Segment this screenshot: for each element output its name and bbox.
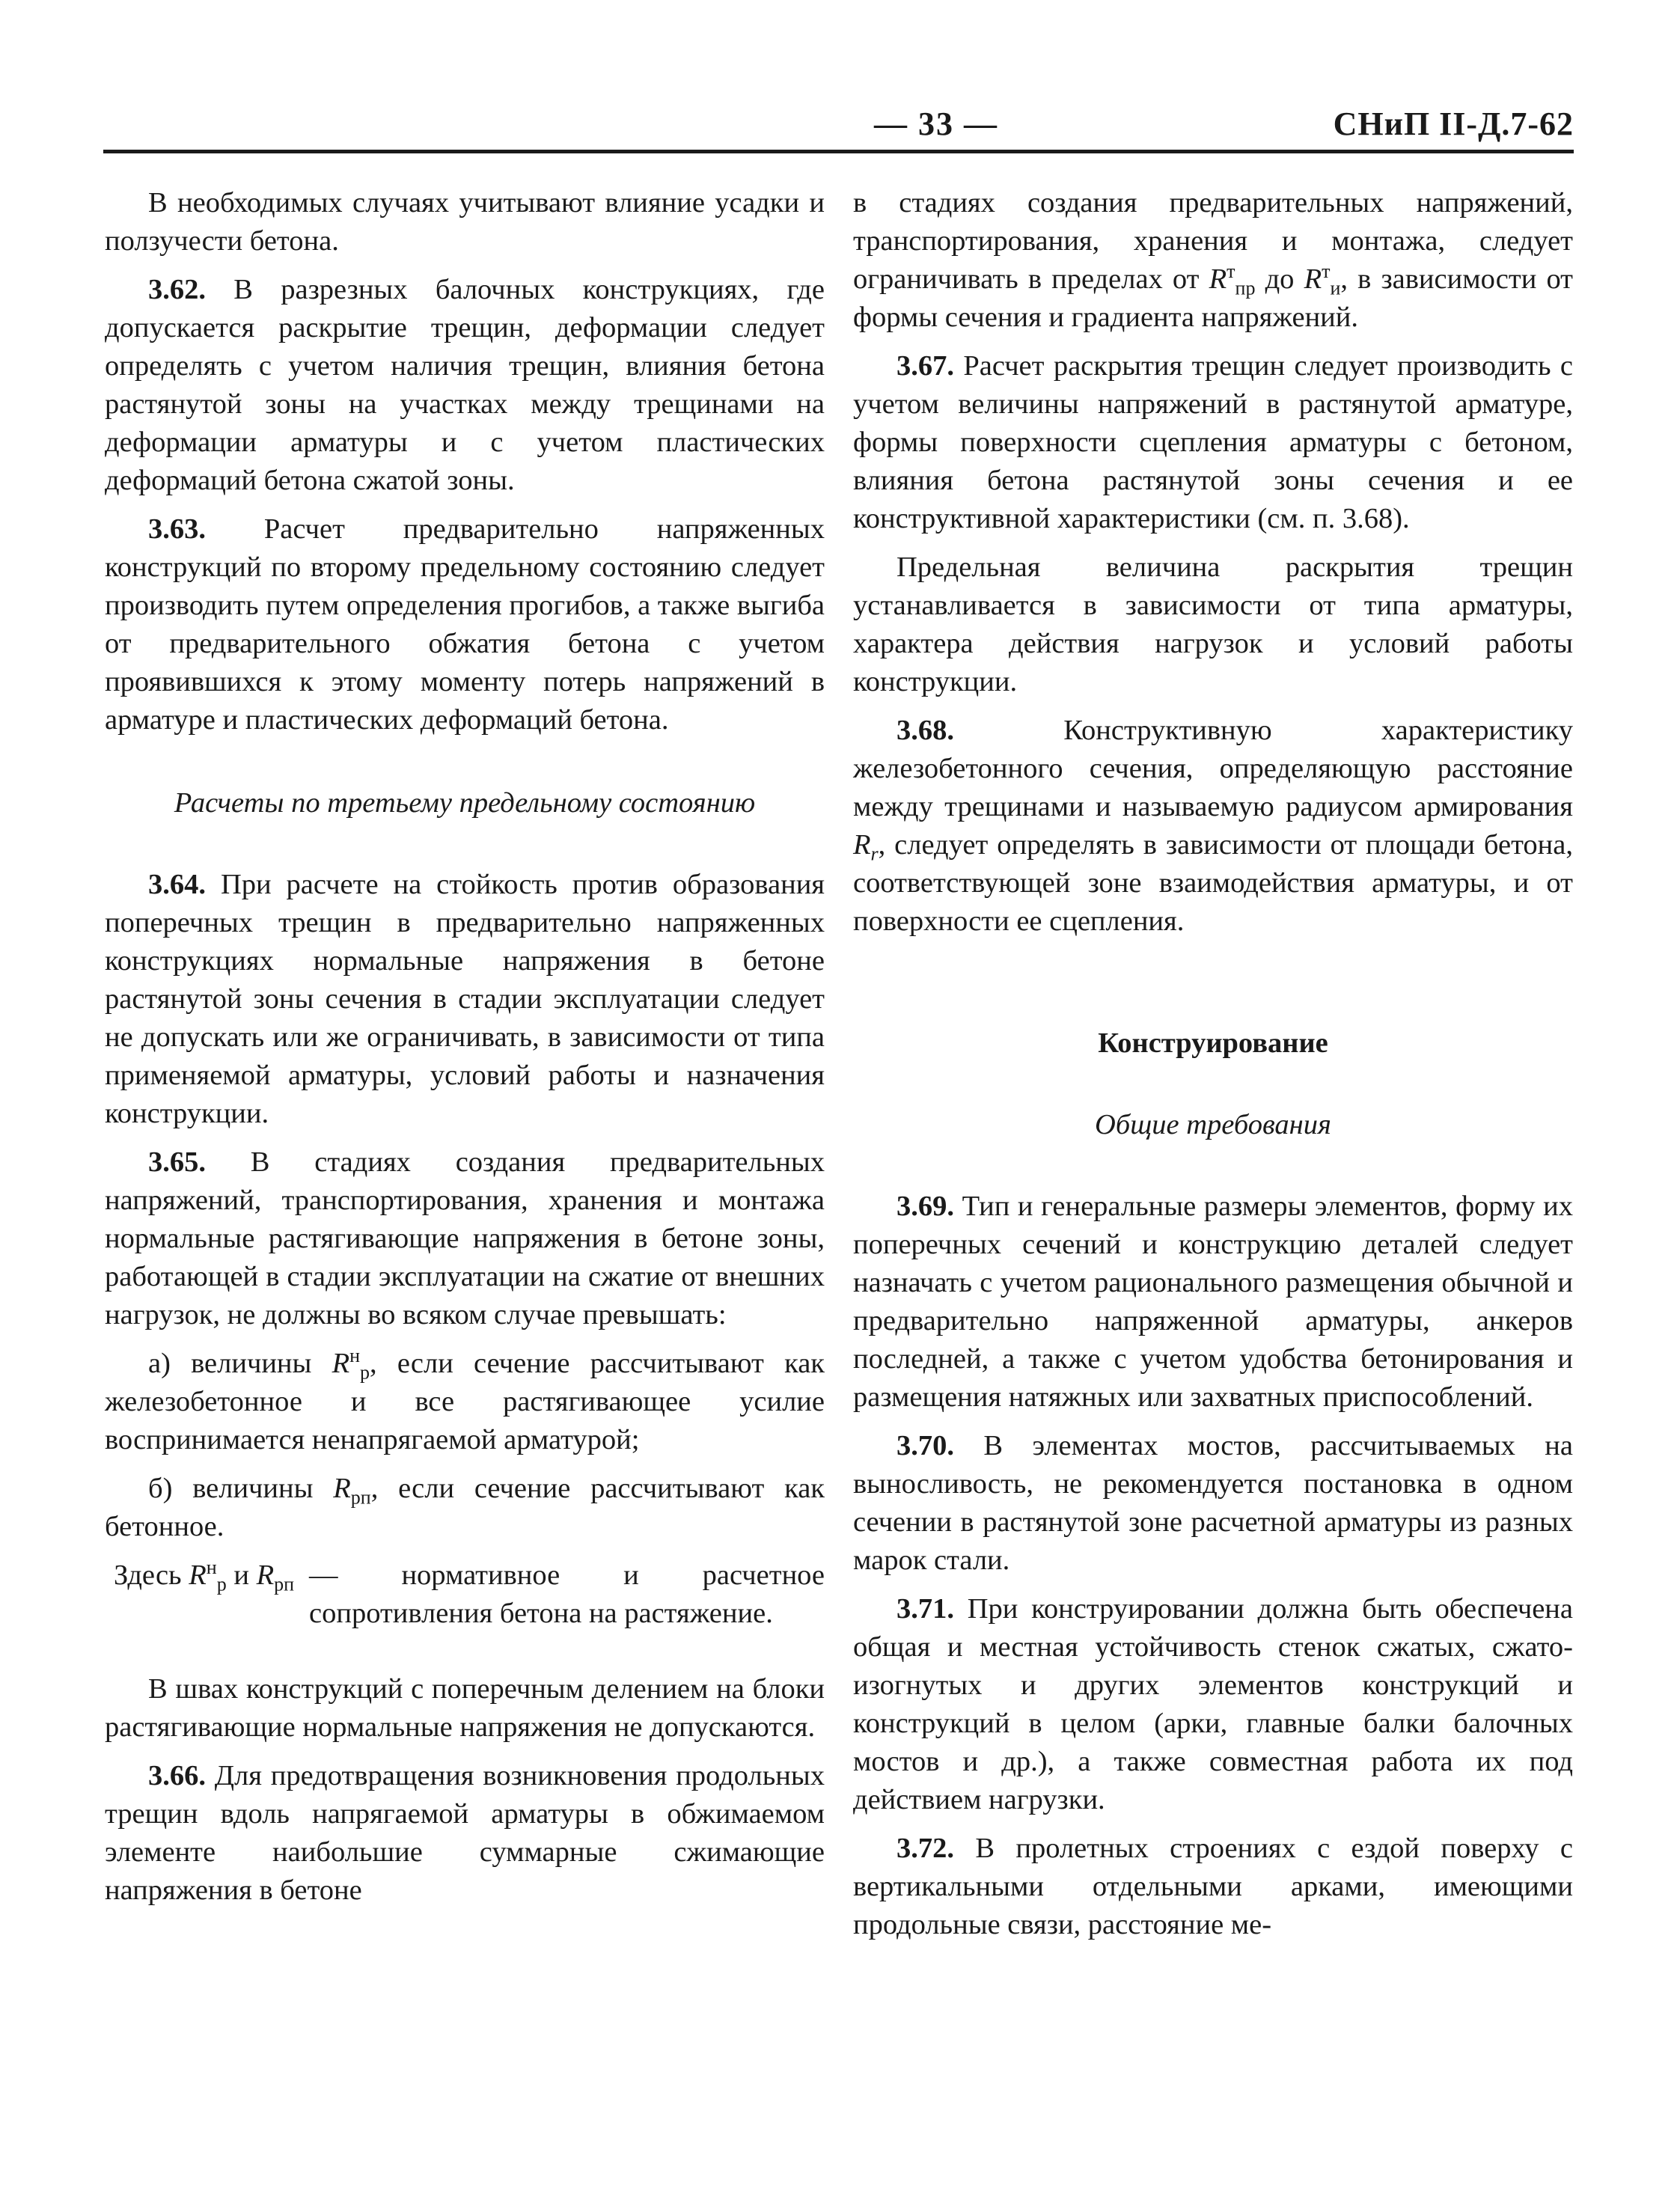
paragraph-3-62: 3.62. В разрезных балочных конструкциях, где допускается раскрытие трещин, деформации следует определять с учетом наличия трещин, влияния бетона растянутой зоны на участках между трещинами на деформации арматуры и с учетом пластических деформаций бетона сжатой зоны. — [105, 274, 825, 496]
paragraph-3-64: 3.64. При расчете на стойкость против образования поперечных трещин в предварительно напряженных конструкциях нормальные напряжения в бетоне растянутой зоны сечения в стадии эксплуатации следует не допускать или же ограничивать, в зависимости от типа применяемой арматуры, условий работы и назначения конструкции. — [105, 869, 825, 1129]
paragraph-continuation: в стадиях создания предварительных напряжений, транспортирования, хранения и монтажа, следует ограничивать в пределах от $R^т_{пр}$ до $R^т_и$, в зависимости от формы сечения и градиента напряжений. — [853, 187, 1574, 333]
item-a: а) величины $R^н_р$, если сечение рассчитывают как железобетонное и все растягивающее усилие воспринимается ненапрягаемой арматурой; — [105, 1345, 825, 1455]
paragraph-shrinkage: В необходимых случаях учитывают влияние усадки и ползучести бетона. — [105, 187, 825, 257]
paragraph-seams: В швах конструкций с поперечным делением на блоки растягивающие нормальные напряжения не допускаются. — [105, 1673, 825, 1743]
paragraph-3-72: 3.72. В пролетных строениях с ездой поверху с вертикальными отдельными арками, имеющими продольные связи, расстояние ме- — [853, 1833, 1573, 1940]
symbol-meaning: — нормативное и расчетное сопротивления бетона на растяжение. — [309, 1559, 825, 1629]
symbol-list: Здесь $R^н_р$ и $R_{рп}$ — [114, 1556, 295, 1595]
clause-number: 3.66. — [148, 1760, 206, 1791]
paragraph-3-63: 3.63. Расчет предварительно напряженных конструкций по второму предельному состоянию следует производить путем определения прогибов, а также выгиба от предварительного обжатия бетона с учетом проявившихся к этому моменту потерь напряжений в арматуре и пластических деформаций бетона. — [105, 513, 825, 736]
paragraph-3-66: 3.66. Для предотвращения возникновения продольных трещин вдоль напрягаемой арматуры в обжимаемом элементе наибольшие суммарные сжимающие напряжения в бетоне — [105, 1760, 825, 1906]
clause-number: 3.62. — [148, 274, 206, 305]
header-rule — [103, 150, 1574, 153]
right-column — [853, 184, 1573, 1955]
section-title: Расчеты по третьему предельному состоянию — [174, 787, 756, 819]
clause-number: 3.67. — [896, 350, 954, 382]
page-number: — 33 — — [874, 106, 998, 142]
symbol-definition — [105, 1556, 825, 1633]
paragraph-3-65: 3.65. В стадиях создания предварительных напряжений, транспортирования, хранения и монтажа нормальные растягивающие напряжения в бетоне зоны, работающей в стадии эксплуатации на сжатие от внешних нагрузок, не должны во всяком случае превышать: — [105, 1146, 825, 1330]
clause-number: 3.70. — [896, 1430, 954, 1461]
document-code: СНиП II-Д.7-62 — [1333, 106, 1574, 142]
item-b: б) величины $R_{рп}$, если сечение рассчитывают как бетонное. — [105, 1473, 825, 1542]
subsection-title: Общие требования — [1095, 1109, 1331, 1140]
page-header — [103, 102, 1574, 156]
left-column — [105, 184, 825, 1920]
paragraph-3-70: 3.70. В элементах мостов, рассчитываемых на выносливость, не рекомендуется постановка в одном сечении в растянутой зоне расчетной арматуры из разных марок стали. — [853, 1430, 1573, 1576]
chapter-title: Конструирование — [1098, 1027, 1328, 1059]
clause-number: 3.72. — [896, 1833, 954, 1864]
clause-number: 3.64. — [148, 869, 206, 900]
clause-number: 3.69. — [896, 1191, 954, 1222]
paragraph-crack-limit: Предельная величина раскрытия трещин устанавливается в зависимости от типа арматуры, характера действия нагрузок и условий работы конструкции. — [853, 552, 1573, 697]
clause-number: 3.71. — [896, 1593, 954, 1625]
clause-number: 3.68. — [896, 715, 954, 746]
paragraph-3-68: 3.68. Конструктивную характеристику железобетонного сечения, определяющую расстояние между трещинами и называемую радиусом армирования $R_r$, следует определять в зависимости от площади бетона, соответствующей зоне взаимодействия арматуры, и от поверхности ее сцепления. — [853, 715, 1573, 937]
paragraph-3-69: 3.69. Тип и генеральные размеры элементов, форму их поперечных сечений и конструкцию деталей следует назначать с учетом рационального размещения обычной и предварительно напряженной арматуры, анкеров последней, а также с учетом удобства бетонирования и размещения натяжных или захватных приспособлений. — [853, 1191, 1573, 1413]
paragraph-3-67: 3.67. Расчет раскрытия трещин следует производить с учетом величины напряжений в растянутой арматуре, формы поверхности сцепления арматуры с бетоном, влияния бетона растянутой зоны сечения и ее конструктивной характеристики (см. п. 3.68). — [853, 350, 1573, 534]
clause-number: 3.65. — [148, 1146, 206, 1178]
clause-number: 3.63. — [148, 513, 206, 545]
paragraph-3-71: 3.71. При конструировании должна быть обеспечена общая и местная устойчивость стенок сжатых, сжато-изогнутых и других элементов конструкций и конструкций в целом (арки, главные балки балочных мостов и др.), а также совместная работа их под действием нагрузки. — [853, 1593, 1573, 1815]
